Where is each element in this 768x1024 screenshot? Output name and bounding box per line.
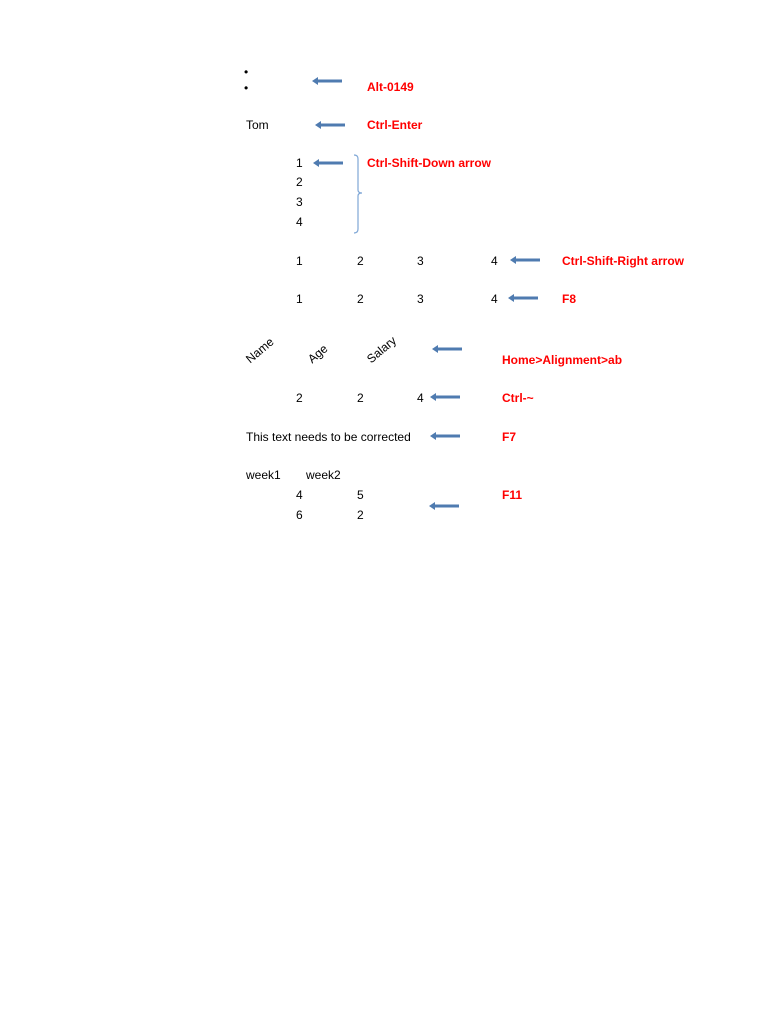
left-arrow-icon: [312, 77, 342, 85]
shortcut-f7: F7: [502, 430, 517, 444]
left-arrow-icon: [315, 121, 345, 129]
left-arrow-icon: [432, 345, 462, 353]
f8-cell-1: 1: [296, 292, 303, 306]
left-arrow-icon: [313, 159, 343, 167]
header-age: Age: [305, 341, 331, 366]
fill-down-cell-2: 2: [296, 175, 303, 189]
fill-right-cell-1: 1: [296, 254, 303, 268]
f8-cell-4: 4: [491, 292, 498, 306]
fill-down-cell-4: 4: [296, 215, 303, 229]
bullet-2: •: [244, 81, 249, 95]
chart-cell-r1c2: 5: [357, 488, 364, 502]
fill-down-cell-1: 1: [296, 156, 303, 170]
left-arrow-icon: [430, 432, 460, 440]
chart-cell-r2c2: 2: [357, 508, 364, 522]
header-salary: Salary: [364, 333, 400, 366]
shortcut-home-alignment: Home>Alignment>ab: [502, 353, 623, 367]
left-arrow-icon: [429, 502, 459, 510]
cell-tom: Tom: [246, 118, 269, 132]
left-arrow-icon: [510, 256, 540, 264]
fill-right-cell-4: 4: [491, 254, 498, 268]
shortcut-f8: F8: [562, 292, 577, 306]
right-curly-bracket-icon: [352, 154, 366, 234]
shortcut-ctrl-enter: Ctrl-Enter: [367, 118, 423, 132]
formula-cell-1: 2: [296, 391, 303, 405]
shortcut-f11: F11: [502, 488, 523, 502]
shortcut-ctrl-tilde: Ctrl-~: [502, 391, 534, 405]
chart-cell-r1c1: 4: [296, 488, 303, 502]
chart-header-week1: week1: [246, 468, 281, 482]
header-name: Name: [243, 334, 277, 366]
shortcut-ctrl-shift-right: Ctrl-Shift-Right arrow: [562, 254, 684, 268]
spell-check-text: This text needs to be corrected: [246, 430, 411, 444]
shortcut-alt-0149: Alt-0149: [367, 80, 414, 94]
fill-right-cell-3: 3: [417, 254, 424, 268]
chart-header-week2: week2: [306, 468, 341, 482]
formula-cell-3: 4: [417, 391, 424, 405]
f8-cell-2: 2: [357, 292, 364, 306]
shortcut-ctrl-shift-down: Ctrl-Shift-Down arrow: [367, 156, 491, 170]
left-arrow-icon: [508, 294, 538, 302]
chart-cell-r2c1: 6: [296, 508, 303, 522]
f8-cell-3: 3: [417, 292, 424, 306]
fill-down-cell-3: 3: [296, 195, 303, 209]
formula-cell-2: 2: [357, 391, 364, 405]
bullet-1: •: [244, 65, 249, 79]
left-arrow-icon: [430, 393, 460, 401]
fill-right-cell-2: 2: [357, 254, 364, 268]
